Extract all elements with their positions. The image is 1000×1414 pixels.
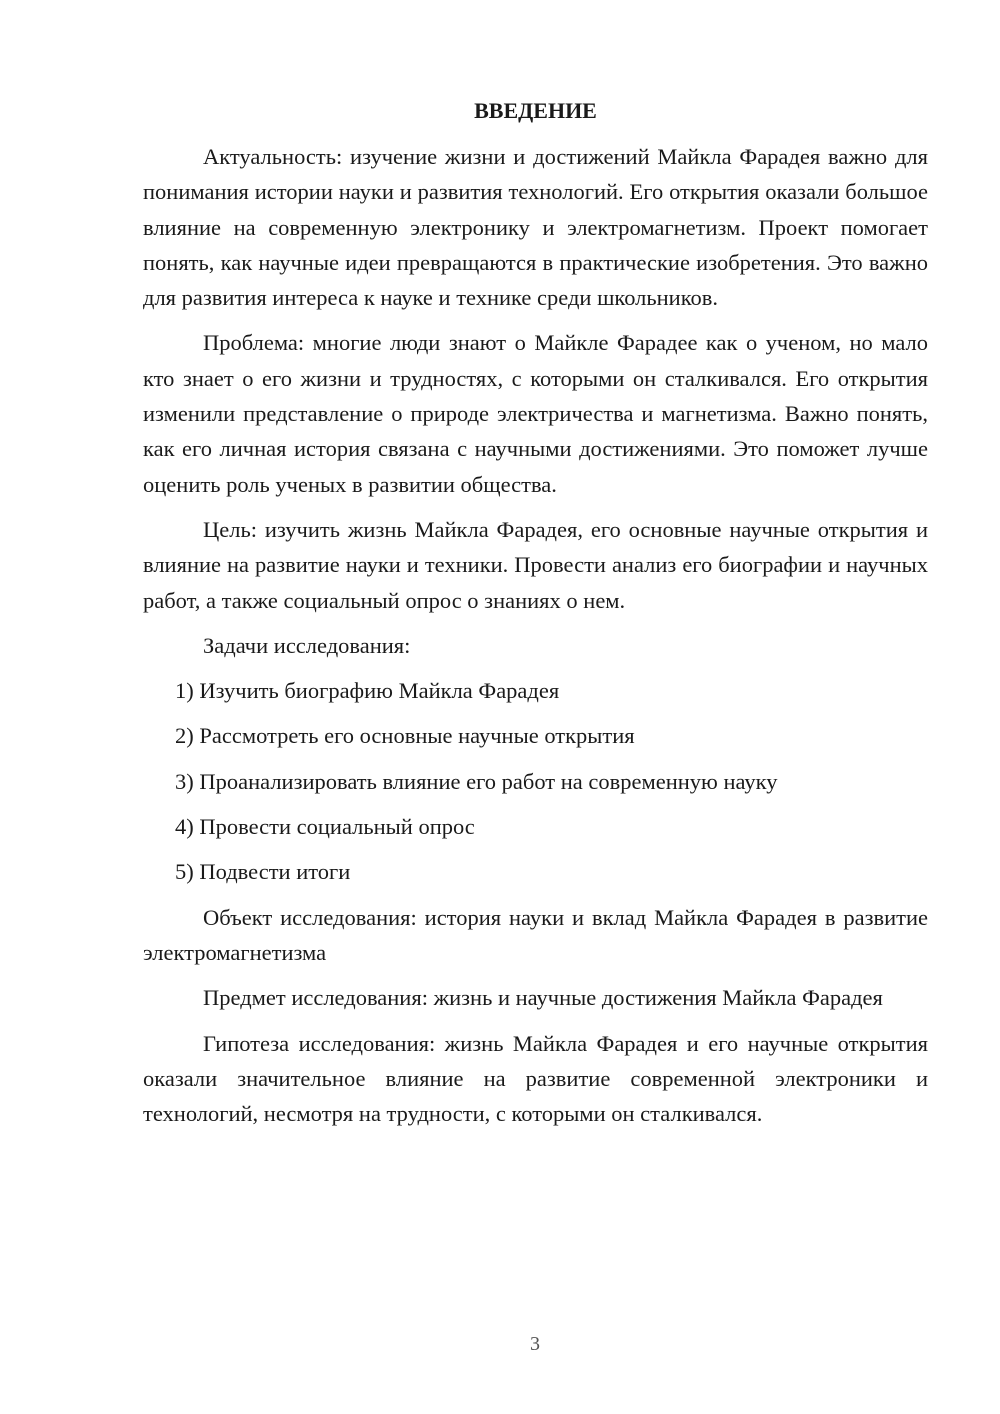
task-item: 3) Проанализировать влияние его работ на современную науку — [175, 768, 778, 794]
task-item: 5) Подвести итоги — [175, 859, 351, 885]
paragraph-relevance: Актуальность: изучение жизни и достижений Майкла Фарадея важно для понимания истории науки и развития технологий. Его открытия оказали большое влияние на современную электронику и электромагнетизм. Проект помогает понять, как научные идеи превращаются в практические изобретения. Это важно для развития интереса к науке и технике среди школьников. — [143, 144, 928, 311]
paragraph-problem: Проблема: многие люди знают о Майкле Фарадее как о ученом, но мало кто знает о его жизни и трудностях, с которыми он сталкивался. Его открытия изменили представление о природе электричества и магнетизма. Важно понять, как его личная история связана с научными достижениями. Это поможет лучше оценить роль ученых в развитии общества. — [143, 330, 928, 497]
tasks-list — [143, 673, 928, 889]
paragraph-object: Объект исследования: история науки и вклад Майкла Фарадея в развитие электромагнетизма — [143, 904, 928, 965]
task-item: 1) Изучить биографию Майкла Фарадея — [175, 678, 560, 704]
paragraph-subject: Предмет исследования: жизнь и научные достижения Майкла Фарадея — [203, 985, 883, 1011]
document-page — [143, 95, 928, 1141]
task-item: 2) Рассмотреть его основные научные открытия — [175, 723, 635, 749]
paragraph-hypothesis: Гипотеза исследования: жизнь Майкла Фарадея и его научные открытия оказали значительное влияние на развитие современной электроники и технологий, несмотря на трудности, с которыми он сталкивался. — [143, 1030, 928, 1127]
task-item: 4) Провести социальный опрос — [175, 814, 475, 840]
paragraph-goal: Цель: изучить жизнь Майкла Фарадея, его основные научные открытия и влияние на развитие науки и техники. Провести анализ его биографии и научных работ, а также социальный опрос о знаниях о нем. — [143, 516, 928, 613]
page-number: 3 — [530, 1333, 540, 1355]
section-title: ВВЕДЕНИЕ — [474, 98, 597, 123]
tasks-heading: Задачи исследования: — [203, 632, 411, 658]
